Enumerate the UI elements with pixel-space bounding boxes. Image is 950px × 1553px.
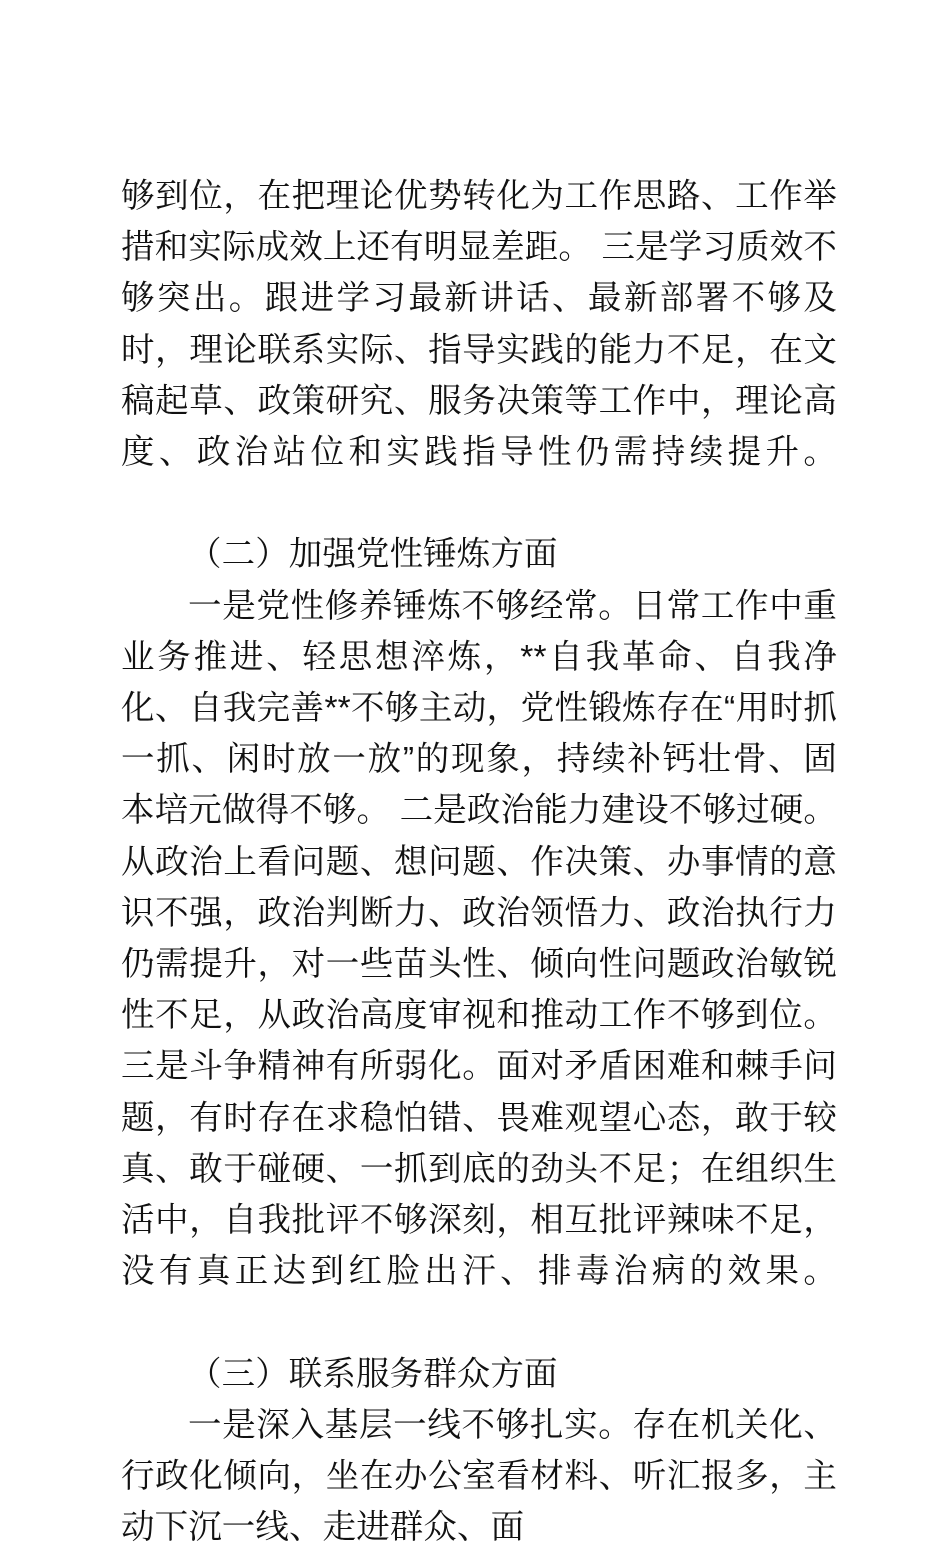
section-heading-three: （三）联系服务群众方面 bbox=[188, 1355, 558, 1393]
paragraph-continuation: 够到位，在把理论优势转化为工作思路、工作举措和实际成效上还有明显差距。 三是学习质效不够突出。跟进学习最新讲话、最新部署不够及时，理论联系实际、指导实践的能力不足，在文稿起草、政策研究、服务决策等工作中，理论高度、政治站位和实践指导性仍需持续提升。 bbox=[121, 178, 837, 472]
document-body bbox=[121, 171, 847, 1553]
paragraph-section-three-body: 一是深入基层一线不够扎实。存在机关化、行政化倾向，坐在办公室看材料、听汇报多，主动下沉一线、走进群众、面 bbox=[121, 1406, 837, 1547]
paragraph-section-two-body: 一是党性修养锤炼不够经常。日常工作中重业务推进、轻思想淬炼，**自我革命、自我净化、自我完善**不够主动，党性锻炼存在“用时抓一抓、闲时放一放”的现象，持续补钙壮骨、固本培元做得不够。 二是政治能力建设不够过硬。从政治上看问题、想问题、作决策、办事情的意识不强，政治判断力、政治领悟力、政治执行力仍需提升，对一些苗头性、倾向性问题政治敏锐性不足，从政治高度审视和推动工作不够到位。 三是斗争精神有所弱化。面对矛盾困难和棘手问题，有时存在求稳怕错、畏难观望心态，敢于较真、敢于碰硬、一抓到底的劲头不足；在组织生活中，自我批评不够深刻，相互批评辣味不足，没有真正达到红脸出汗、排毒治病的效果。 bbox=[121, 587, 847, 1291]
section-heading-two: （二）加强党性锤炼方面 bbox=[188, 536, 558, 574]
